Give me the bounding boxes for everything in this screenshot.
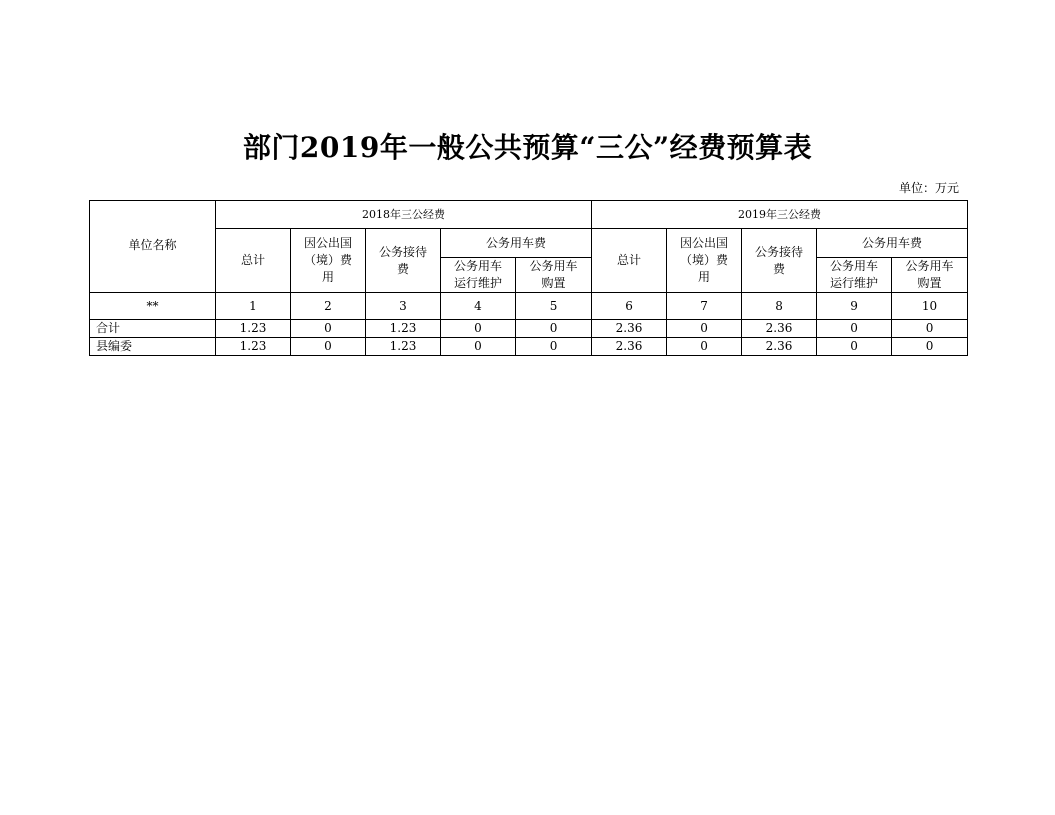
index-cell: 10: [892, 293, 968, 320]
page-title: 部门2019年一般公共预算“三公”经费预算表: [242, 131, 813, 164]
table-cell: 1.23: [216, 320, 291, 338]
table-cell: 0: [817, 338, 892, 356]
table-cell: 1.23: [366, 338, 441, 356]
abroad-header-line: 用: [698, 270, 711, 284]
table-row: [90, 338, 968, 356]
table-cell: 1.23: [366, 320, 441, 338]
index-cell: 2: [291, 293, 366, 320]
index-cell: 9: [817, 293, 892, 320]
vehicle-run-line: 运行维护: [453, 276, 502, 290]
table-cell: 1.23: [216, 338, 291, 356]
table-cell: 2.36: [592, 338, 667, 356]
table-cell: 0: [441, 320, 516, 338]
vehicle-header-2019: 公务用车费: [817, 229, 968, 258]
index-cell: 8: [742, 293, 817, 320]
abroad-header-2018: [291, 229, 366, 293]
vehicle-buy-line: 购置: [917, 276, 942, 290]
vehicle-buy-line: 购置: [541, 276, 566, 290]
unit-label: 单位：万元: [898, 181, 959, 195]
group-header-2019: 2019年三公经费: [592, 201, 968, 229]
vehicle-run-line: 公务用车: [453, 259, 502, 273]
table-cell: 0: [667, 338, 742, 356]
table-cell: 2.36: [742, 320, 817, 338]
unit-name-header: 单位名称: [90, 201, 216, 293]
reception-header-line: 公务接待: [378, 244, 427, 259]
reception-header-line: 费: [773, 261, 786, 276]
table-cell: 0: [892, 338, 968, 356]
vehicle-buy-line: 公务用车: [529, 259, 578, 273]
total-header-2018: 总计: [216, 229, 291, 293]
table-cell: 0: [516, 320, 592, 338]
table-cell: 0: [291, 338, 366, 356]
vehicle-run-line: 公务用车: [830, 259, 879, 273]
group-header-2018: 2018年三公经费: [216, 201, 592, 229]
reception-header-2019: [742, 229, 817, 293]
vehicle-buy-line: 公务用车: [905, 259, 954, 273]
reception-header-2018: [366, 229, 441, 293]
vehicle-run-header-2018: [441, 258, 516, 293]
vehicle-buy-header-2018: [516, 258, 592, 293]
index-cell: 3: [366, 293, 441, 320]
index-row: [90, 293, 968, 320]
table-row: [90, 320, 968, 338]
table-cell: 2.36: [592, 320, 667, 338]
vehicle-run-header-2019: [817, 258, 892, 293]
table-cell: 0: [291, 320, 366, 338]
table-cell: 0: [892, 320, 968, 338]
table-cell: 0: [516, 338, 592, 356]
budget-table: [89, 200, 968, 356]
index-cell: 5: [516, 293, 592, 320]
total-header-2019: 总计: [592, 229, 667, 293]
index-cell: **: [90, 293, 216, 320]
reception-header-line: 公务接待: [755, 244, 804, 259]
abroad-header-line: 因公出国: [303, 236, 352, 250]
vehicle-buy-header-2019: [892, 258, 968, 293]
abroad-header-line: 因公出国: [680, 236, 729, 250]
table-cell: 2.36: [742, 338, 817, 356]
vehicle-run-line: 运行维护: [830, 276, 879, 290]
abroad-header-line: 用: [321, 270, 334, 284]
index-cell: 7: [667, 293, 742, 320]
index-cell: 1: [216, 293, 291, 320]
abroad-header-line: （境）费: [303, 253, 352, 267]
abroad-header-line: （境）费: [680, 253, 729, 267]
vehicle-header-2018: 公务用车费: [441, 229, 592, 258]
reception-header-line: 费: [396, 261, 409, 276]
abroad-header-2019: [667, 229, 742, 293]
index-cell: 4: [441, 293, 516, 320]
row-name: 县编委: [90, 338, 216, 356]
table-cell: 0: [667, 320, 742, 338]
table-cell: 0: [817, 320, 892, 338]
table-cell: 0: [441, 338, 516, 356]
row-name: 合计: [90, 320, 216, 338]
index-cell: 6: [592, 293, 667, 320]
